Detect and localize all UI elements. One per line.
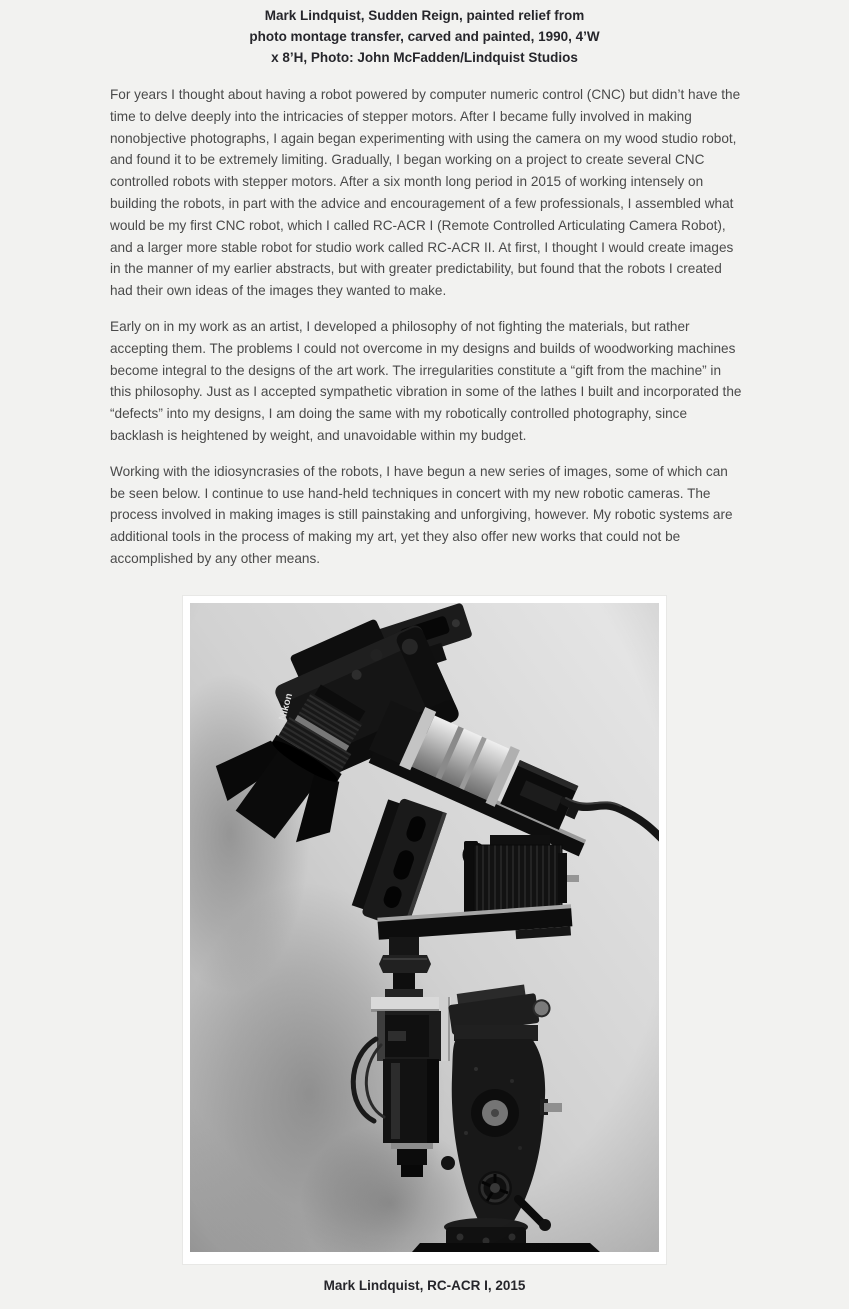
photo-frame <box>183 596 666 1264</box>
robot-photo <box>190 603 659 1252</box>
artwork-caption <box>0 0 849 68</box>
article-paragraph-2: Early on in my work as an artist, I developed a philosophy of not fighting the materials, but rather accepting them. The problems I could not overcome in my designs and builds of woodworking machines become integral to the designs of the art work. The irregularities constitute a “gift from the machine” in this philosophy. Just as I accepted sympathetic vibration in some of the lathes I built and incorporated the “defects” into my designs, I am doing the same with my robotically controlled photography, since backlash is heightened by weight, and unavoidable within my budget. <box>110 318 742 443</box>
article-paragraph-3: Working with the idiosyncrasies of the robots, I have begun a new series of images, some of which can be seen below. I continue to use hand-held techniques in concert with my new robotic cameras. The process involved in making images is still painstaking and unforgiving, however. My robotic systems are additional tools in the process of making my art, yet they also offer new works that could not be accomplished by any other means. <box>110 463 733 566</box>
article-paragraph-1: For years I thought about having a robot powered by computer numeric control (CNC) but didn’t have the time to delve deeply into the intricacies of stepper motors. After I became fully involved in making nonobjective photographs, I again began experimenting with using the camera on my wood studio robot, and found it to be extremely limiting. Gradually, I began working on a project to create several CNC controlled robots with stepper motors. After a six month long period in 2015 of working intensely on building the robots, in part with the advice and encouragement of a few professionals, I assembled what would be my first CNC robot, which I called RC-ACR I (Remote Controlled Articulating Camera Robot), and a larger more stable robot for studio work called RC-ACR II. At first, I thought I would create images in the manner of my earlier abstracts, but with greater predictability, but found that the robots I created had their own ideas of the images they wanted to make. <box>110 87 741 299</box>
bottom-spacer <box>0 1293 849 1309</box>
robot-photo-figure <box>0 596 849 1293</box>
photo-caption: Mark Lindquist, RC-ACR I, 2015 <box>323 1277 526 1293</box>
article-body <box>0 68 849 570</box>
photo-vignette <box>190 603 659 1252</box>
artwork-caption-line-1: Mark Lindquist, Sudden Reign, painted relief from <box>264 8 585 23</box>
artwork-caption-line-2: photo montage transfer, carved and painted, 1990, 4’W <box>249 29 600 44</box>
artwork-caption-line-3: x 8’H, Photo: John McFadden/Lindquist Studios <box>271 50 578 65</box>
